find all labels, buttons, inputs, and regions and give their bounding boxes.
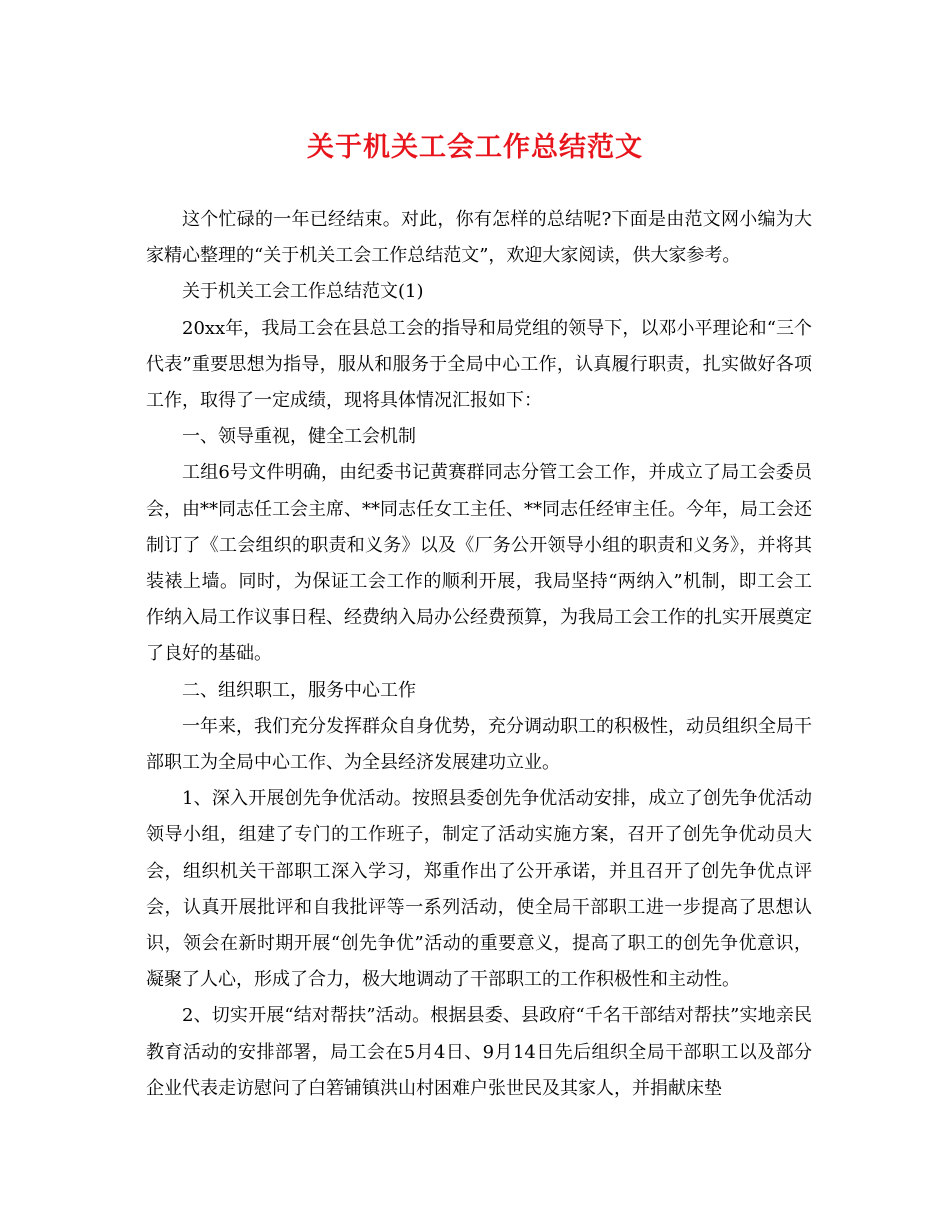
paragraph-item-2: 2、切实开展“结对帮扶”活动。根据县委、县政府“千名干部结对帮扶”实地亲民教育活动的安排部署，局工会在5月4日、9月14日先后组织全局干部职工以及部分企业代表走访慰问了白箬铺镇洪山村困难户张世民及其家人，并捐献床垫 [146,1005,812,1099]
paragraph-intro: 这个忙碌的一年已经结束。对此，你有怎样的总结呢?下面是由范文网小编为大家精心整理的“关于机关工会工作总结范文”，欢迎大家阅读，供大家参考。 [146,209,812,267]
paragraph-overview: 20xx年，我局工会在县总工会的指导和局党组的领导下，以邓小平理论和“三个代表”重要思想为指导，服从和服务于全局中心工作，认真履行职责，扎实做好各项工作，取得了一定成绩，现将具体情况汇报如下： [146,317,812,412]
paragraph-item-1: 1、深入开展创先争优活动。按照县委创先争优活动安排，成立了创先争优活动领导小组，组建了专门的工作班子，制定了活动实施方案，召开了创先争优动员大会，组织机关干部职工深入学习，郑重作出了公开承诺，并且召开了创先争优点评会，认真开展批评和自我批评等一系列活动，使全局干部职工进一步提高了思想认识，领会在新时期开展“创先争优”活动的重要意义，提高了职工的创先争优意识，凝聚了人心，形成了合力，极大地调动了干部职工的工作积极性和主动性。 [146,788,812,991]
section-heading-1: 一、领导重视，健全工会机制 [182,426,416,448]
section-heading-2: 二、组织职工，服务中心工作 [182,679,416,701]
paragraph-section-1: 工组6号文件明确，由纪委书记黄赛群同志分管工会工作，并成立了局工会委员会，由**同志任工会主席、**同志任女工主任、**同志任经审主任。今年，局工会还制订了《工会组织的职责和义务》以及《厂务公开领导小组的职责和义务》，并将其装裱上墙。同时，为保证工会工作的顺利开展，我局坚持“两纳入”机制，即工会工作纳入局工作议事日程、经费纳入局办公经费预算，为我局工会工作的扎实开展奠定了良好的基础。 [146,462,812,665]
paragraph-section-2: 一年来，我们充分发挥群众自身优势，充分调动职工的积极性，动员组织全局干部职工为全局中心工作、为全县经济发展建功立业。 [146,715,812,774]
document-body [146,202,812,1107]
paragraph-subtitle: 关于机关工会工作总结范文(1) [182,281,424,303]
document-title: 关于机关工会工作总结范文 [307,132,643,163]
